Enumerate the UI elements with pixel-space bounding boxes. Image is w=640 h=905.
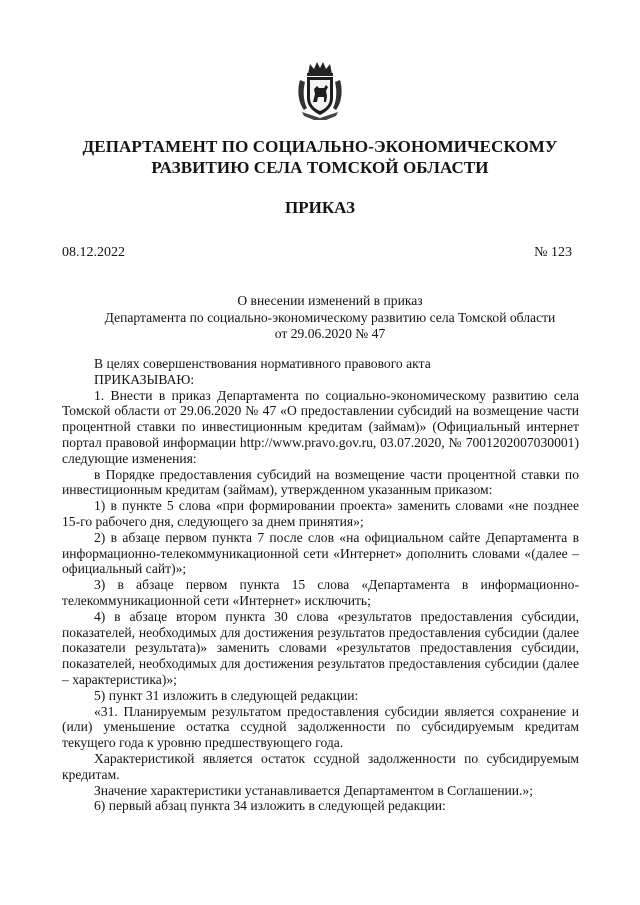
organization-name-line1: ДЕПАРТАМЕНТ ПО СОЦИАЛЬНО-ЭКОНОМИЧЕСКОМУ [82,137,558,156]
body-paragraph: «31. Планируемым результатом предоставления субсидии является сохранение и (или) уменьшение остатка ссудной задолженности по субсидируемым кредитам текущего года к уровню предшествующего года. [62,703,579,751]
body-paragraph: 1) в пункте 5 слова «при формировании проекта» заменить словами «не позднее 15-го рабочего дня, следующего за днем принятия»; [62,498,579,529]
document-type: ПРИКАЗ [285,198,355,217]
document-body [62,356,579,814]
organization-name-line2: РАЗВИТИЮ СЕЛА ТОМСКОЙ ОБЛАСТИ [151,158,489,177]
document-number: № 123 [534,245,572,260]
body-paragraph: 4) в абзаце втором пункта 30 слова «результатов предоставления субсидии, показателей, необходимых для достижения результатов предоставления субсидии (далее показатели результата)» заменить словами «результатов предоставления субсидии, показателей, необходимых для достижения результатов предоставления субсидии (далее – характеристика)»; [62,608,579,687]
body-paragraph: 1. Внести в приказ Департамента по социально-экономическому развитию села Томской области от 29.06.2020 № 47 «О предоставлении субсидий на возмещение части процентной ставки по инвестиционным кредитам (займам)» (Официальный интернет портал правовой информации http://www.pravo.gov.ru, 03.07.2020, № 7001202007030001) следующие изменения: [62,387,579,466]
subject-line2: Департамента по социально-экономическому развитию села Томской области [104,309,556,325]
body-paragraph: 5) пункт 31 изложить в следующей редакции: [94,687,359,703]
subject-line1: О внесении изменений в приказ [237,293,423,308]
coat-of-arms-icon [296,60,344,120]
body-paragraph: Значение характеристики устанавливается Департаментом в Соглашении.»; [94,782,534,798]
document-date: 08.12.2022 [62,245,125,260]
body-paragraph: ПРИКАЗЫВАЮ: [94,371,195,387]
body-paragraph: 3) в абзаце первом пункта 15 слова «Департамента в информационно-телекоммуникационной сети «Интернет» исключить; [62,577,579,608]
body-paragraph: 2) в абзаце первом пункта 7 после слов «на официальном сайте Департамента в информационно-телекоммуникационной сети «Интернет» дополнить словами «(далее – официальный сайт)»; [62,529,579,577]
organization-name [60,136,580,178]
subject-line3: от 29.06.2020 № 47 [274,326,386,342]
body-paragraph: Характеристикой является остаток ссудной задолженности по субсидируемым кредитам. [62,750,579,782]
body-paragraph: 6) первый абзац пункта 34 изложить в следующей редакции: [94,798,446,814]
body-paragraph: в Порядке предоставления субсидий на возмещение части процентной ставки по инвестиционным кредитам (займам), утвержденном указанным приказом: [62,466,579,498]
document-subject [60,293,600,343]
body-paragraph: В целях совершенствования нормативного правового акта [94,356,431,371]
